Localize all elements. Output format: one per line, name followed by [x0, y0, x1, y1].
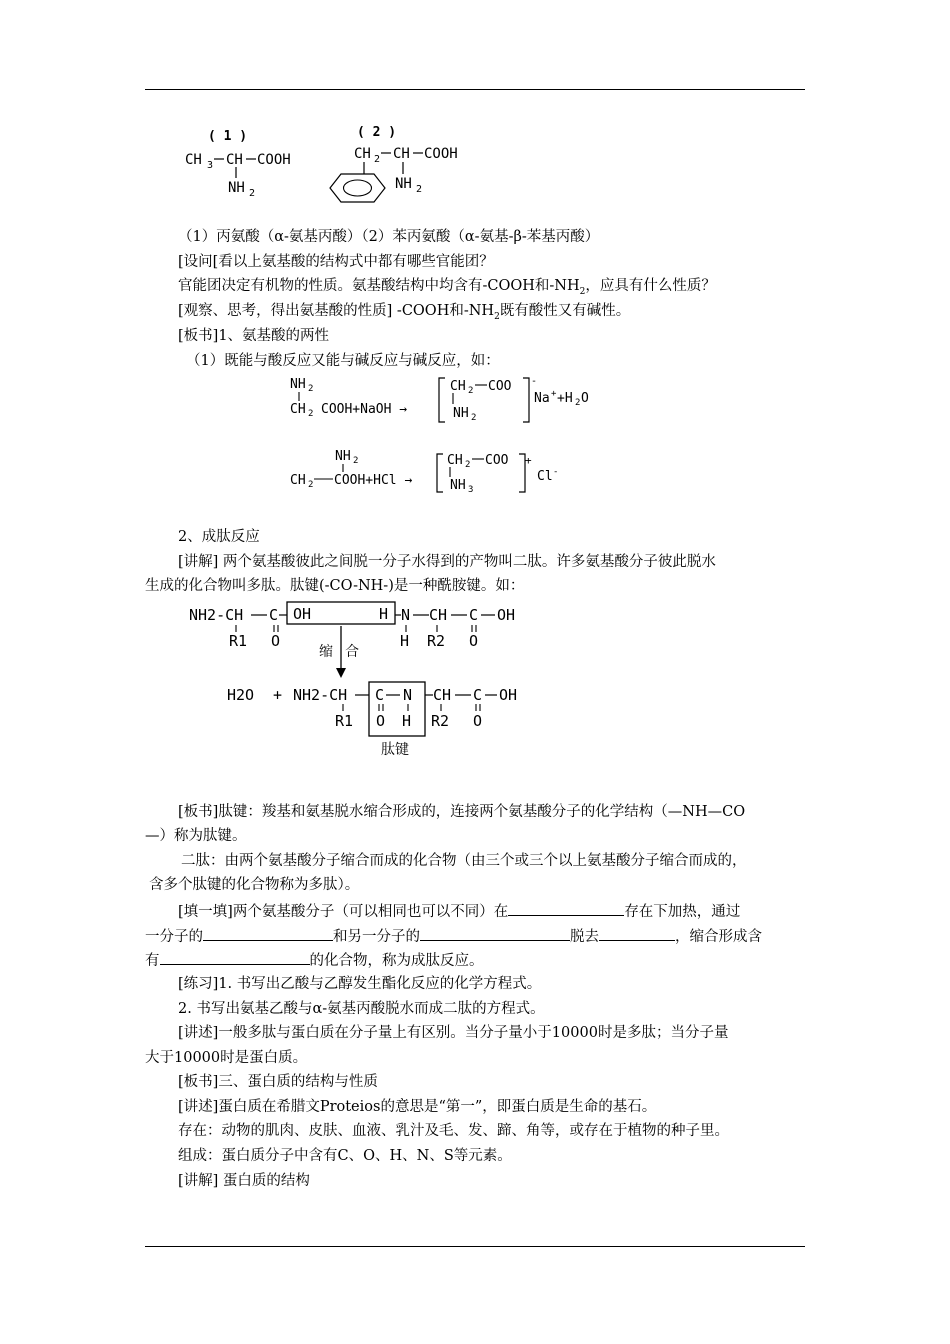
svg-text:NH: NH: [290, 377, 306, 392]
svg-text:CH: CH: [393, 146, 410, 162]
svg-text:CH: CH: [226, 152, 243, 168]
peptide-bond-diagram: [185, 598, 545, 760]
svg-text:2: 2: [575, 398, 581, 408]
svg-text:COO: COO: [488, 379, 512, 394]
svg-text:2: 2: [471, 413, 477, 423]
svg-text:缩: 缩: [319, 644, 333, 660]
svg-text:R2: R2: [431, 712, 450, 730]
svg-text:O: O: [473, 712, 483, 730]
svg-text:C: C: [269, 606, 279, 624]
amino-acid-names: （1）丙氨酸（α-氨基丙酸）（2）苯丙氨酸（α-氨基-β-苯基丙酸）: [178, 229, 600, 245]
svg-text:2: 2: [308, 409, 314, 419]
svg-text:NH2-CH: NH2-CH: [293, 686, 348, 704]
exercise-1: [练习]1. 书写出乙酸与乙醇发生酯化反应的化学方程式。: [178, 976, 542, 992]
svg-text:O: O: [376, 712, 386, 730]
functional-group-text-a: 官能团决定有机物的性质。氨基酸结构中均含有-COOH和-NH: [178, 278, 580, 294]
board-peptide-bond-b: —）称为肽键。: [145, 828, 247, 844]
svg-text:H: H: [400, 632, 410, 650]
svg-text:COO: COO: [485, 453, 509, 468]
svg-text:R1: R1: [229, 632, 248, 650]
subscript-2: 2: [579, 286, 586, 297]
svg-text:3: 3: [468, 485, 474, 495]
svg-text:OH: OH: [499, 686, 518, 704]
blank-1[interactable]: [508, 901, 624, 916]
svg-text:O: O: [271, 632, 281, 650]
svg-text:O: O: [469, 632, 479, 650]
blank-2[interactable]: [203, 926, 333, 941]
svg-text:2: 2: [353, 456, 359, 466]
dipeptide-line-a: 二肽：由两个氨基酸分子缩合而成的化合物（由三个或三个以上氨基酸分子缩合而成的，: [181, 853, 747, 869]
header-rule: [145, 89, 805, 90]
explain-line-a: [讲解] 两个氨基酸彼此之间脱一分子水得到的产物叫二肽。许多氨基酸分子彼此脱水: [178, 554, 716, 570]
explain-line-b: 生成的化合物叫多肽。肽键(-CO-NH-)是一种酰胺键。如：: [145, 578, 525, 594]
svg-text:+: +: [551, 389, 557, 399]
svg-text:COOH: COOH: [424, 146, 458, 162]
svg-text:H2O: H2O: [227, 686, 255, 704]
svg-text:2: 2: [468, 386, 474, 396]
svg-text:NH: NH: [335, 449, 351, 464]
functional-group-line: [178, 277, 716, 301]
observation-text-a: [观察、思考，得出氨基酸的性质] -COOH和-NH: [178, 303, 495, 319]
fill-text-a2: 存在下加热，通过: [624, 904, 741, 920]
svg-text:R1: R1: [335, 712, 354, 730]
svg-text:OH: OH: [293, 605, 312, 623]
svg-text:+: +: [273, 686, 283, 704]
svg-text:CH: CH: [290, 473, 306, 488]
svg-text:C: C: [473, 686, 483, 704]
statement-line-a: [讲述]一般多肽与蛋白质在分子量上有区别。当分子量小于10000时是多肽；当分子量: [178, 1025, 729, 1041]
svg-text:2: 2: [416, 184, 423, 195]
observation-line: [178, 302, 630, 326]
svg-text:Na: Na: [534, 391, 550, 406]
svg-text:OH: OH: [497, 606, 516, 624]
structure-phenylalanine: [322, 118, 492, 208]
svg-text:( 2 ): ( 2 ): [357, 125, 397, 140]
svg-text:( 1 ): ( 1 ): [208, 129, 248, 144]
svg-text:NH: NH: [228, 180, 245, 196]
reaction-hcl: [285, 444, 585, 500]
fill-text-b4: ，缩合形成含: [675, 929, 762, 945]
svg-text:C: C: [469, 606, 479, 624]
svg-text:2: 2: [465, 460, 471, 470]
svg-text:CH: CH: [447, 453, 463, 468]
blank-3[interactable]: [420, 926, 570, 941]
svg-text:2: 2: [374, 154, 381, 165]
svg-text:O: O: [581, 391, 589, 406]
fill-line-c: [145, 950, 484, 970]
structure-alanine: [180, 122, 320, 202]
footer-rule: [145, 1246, 805, 1247]
svg-text:COOH+NaOH →: COOH+NaOH →: [321, 402, 408, 417]
svg-text:N: N: [401, 606, 411, 624]
svg-text:COOH+HCl →: COOH+HCl →: [334, 473, 413, 488]
svg-text:NH: NH: [395, 176, 412, 192]
svg-text:-: -: [553, 467, 559, 477]
svg-text:CH: CH: [429, 606, 448, 624]
fill-text-b2: 和另一分子的: [333, 929, 420, 945]
observation-text-b: 既有酸性又有碱性。: [499, 303, 631, 319]
board-peptide-bond-a: [板书]肽键：羧基和氨基脱水缩合形成的，连接两个氨基酸分子的化学结构（—NH—CO: [178, 804, 746, 820]
fill-text-c1: 有: [145, 953, 160, 969]
board-protein: [板书]三、蛋白质的结构与性质: [178, 1074, 378, 1090]
svg-text:2: 2: [308, 384, 314, 394]
svg-text:Cl: Cl: [537, 469, 553, 484]
svg-text:H: H: [402, 712, 412, 730]
svg-text:NH: NH: [450, 478, 466, 493]
board-amphoteric: [板书]1、氨基酸的两性: [178, 328, 330, 344]
svg-text:2: 2: [308, 480, 314, 490]
svg-text:NH: NH: [453, 406, 469, 421]
svg-text:CH: CH: [290, 402, 306, 417]
composition-line: 组成：蛋白质分子中含有C、O、H、N、S等元素。: [178, 1148, 512, 1164]
existence-line: 存在：动物的肌肉、皮肤、血液、乳汁及毛、发、蹄、角等，或存在于植物的种子里。: [178, 1123, 729, 1139]
fill-line-b: [145, 926, 762, 946]
svg-text:CH: CH: [185, 152, 202, 168]
blank-5[interactable]: [160, 950, 310, 965]
svg-text:H: H: [379, 605, 389, 623]
svg-text:肽键: 肽键: [381, 742, 409, 758]
exercise-2: 2. 书写出氨基乙酸与α-氨基丙酸脱水而成二肽的方程式。: [178, 1001, 545, 1017]
svg-text:CH: CH: [354, 146, 371, 162]
section-peptide-reaction: 2、成肽反应: [178, 529, 260, 545]
svg-text:NH2-CH: NH2-CH: [189, 606, 244, 624]
statement-proteios: [讲述]蛋白质在希腊文Proteios的意思是“第一”，即蛋白质是生命的基石。: [178, 1099, 657, 1115]
svg-text:+: +: [525, 454, 532, 467]
subscript-2b: 2: [494, 311, 500, 322]
fill-text-b3: 脱去: [570, 929, 599, 945]
svg-text:CH: CH: [433, 686, 452, 704]
fill-text-a1: [填一填]两个氨基酸分子（可以相同也可以不同）在: [178, 904, 509, 920]
explain-structure: [讲解] 蛋白质的结构: [178, 1173, 310, 1189]
svg-text:2: 2: [249, 188, 256, 199]
dipeptide-line-b: 含多个肽键的化合物称为多肽）。: [149, 877, 360, 893]
fill-text-b1: 一分子的: [145, 929, 203, 945]
svg-text:COOH: COOH: [257, 152, 291, 168]
question-line: [设问[看以上氨基酸的结构式中都有哪些官能团？: [178, 254, 494, 270]
functional-group-text-b: ，应具有什么性质？: [585, 278, 716, 294]
svg-text:-: -: [531, 376, 538, 387]
svg-text:合: 合: [345, 644, 359, 660]
reaction-naoh: [285, 372, 615, 428]
statement-line-b: 大于10000时是蛋白质。: [145, 1050, 308, 1066]
svg-text:3: 3: [207, 160, 214, 171]
svg-text:R2: R2: [427, 632, 446, 650]
svg-text:CH: CH: [450, 379, 466, 394]
fill-text-c2: 的化合物，称为成肽反应。: [309, 953, 484, 969]
fill-line-a: [178, 901, 740, 921]
svg-text:+H: +H: [557, 391, 573, 406]
amphoteric-detail: （1）既能与酸反应又能与碱反应与碱反应，如：: [186, 353, 500, 369]
svg-text:N: N: [403, 686, 413, 704]
svg-text:C: C: [375, 686, 385, 704]
blank-4[interactable]: [599, 926, 675, 941]
